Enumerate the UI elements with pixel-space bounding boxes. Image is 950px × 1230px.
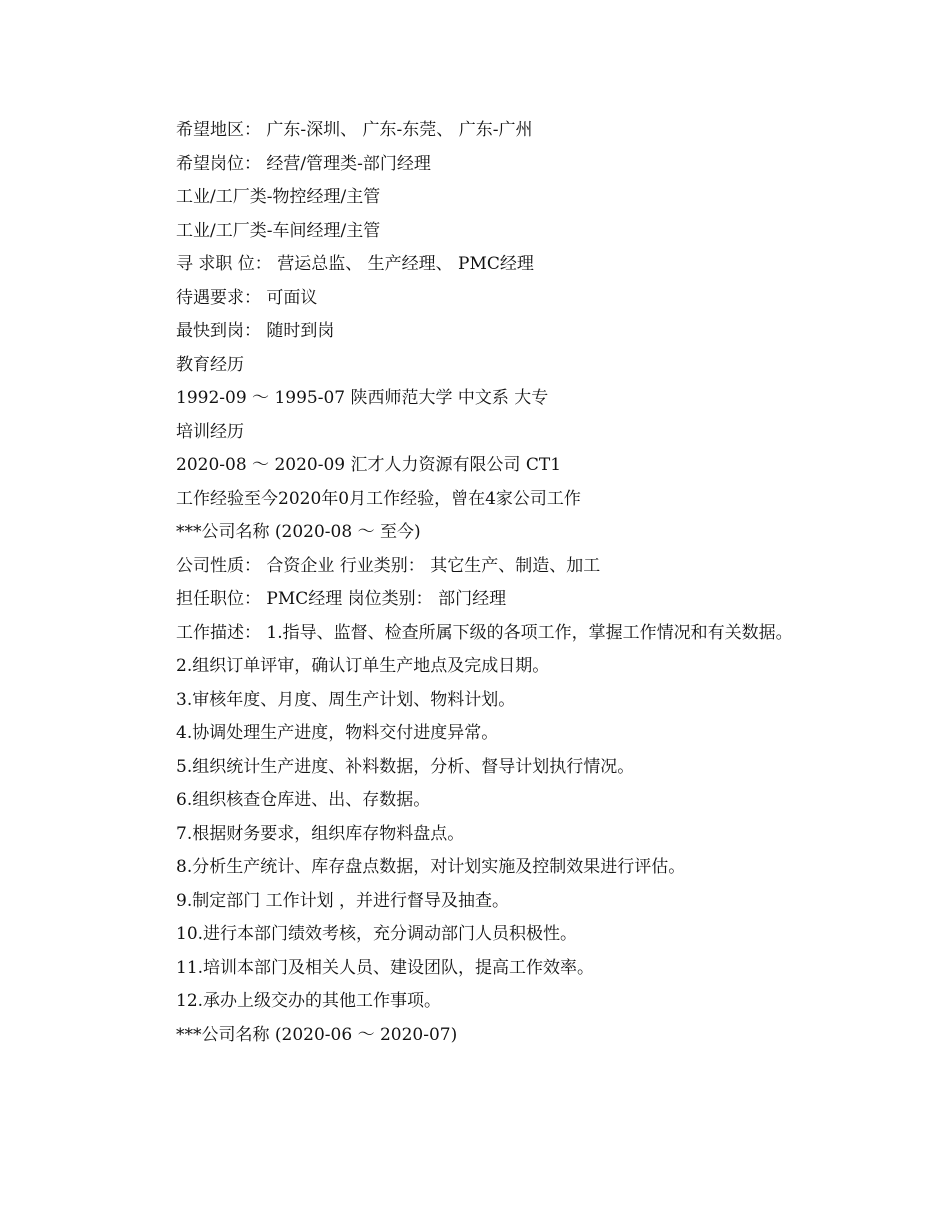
duty-item: 10.进行本部门绩效考核，充分调动部门人员积极性。 bbox=[176, 924, 578, 944]
training-entry: 2020-08 ～ 2020-09 汇才人力资源有限公司 CT1 bbox=[176, 455, 562, 475]
company-1-title: ***公司名称 (2020-08 ～ 至今) bbox=[176, 522, 421, 542]
sought-positions: 寻 求职 位： 营运总监、 生产经理、 PMC经理 bbox=[176, 254, 534, 274]
desired-position-3: 工业/工厂类-车间经理/主管 bbox=[176, 220, 381, 241]
duty-item: 3.审核年度、月度、周生产计划、物料计划。 bbox=[176, 689, 516, 710]
earliest-start: 最快到岗： 随时到岗 bbox=[176, 321, 335, 341]
duty-item: 11.培训本部门及相关人员、建设团队，提高工作效率。 bbox=[176, 957, 595, 978]
duty-item: 12.承办上级交办的其他工作事项。 bbox=[176, 991, 442, 1011]
company-2-title: ***公司名称 (2020-06 ～ 2020-07) bbox=[176, 1024, 458, 1045]
company-1-nature: 公司性质： 合资企业 行业类别： 其它生产、制造、加工 bbox=[176, 555, 601, 576]
training-heading: 培训经历 bbox=[176, 421, 244, 442]
desired-position: 希望岗位： 经营/管理类-部门经理 bbox=[176, 153, 431, 174]
resume-content bbox=[139, 114, 839, 1052]
company-1-role: 担任职位： PMC经理 岗位类别： 部门经理 bbox=[176, 589, 507, 609]
salary-requirement: 待遇要求： 可面议 bbox=[176, 287, 318, 308]
duty-item: 5.组织统计生产进度、补料数据，分析、督导计划执行情况。 bbox=[176, 756, 635, 777]
desired-region: 希望地区： 广东-深圳、 广东-东莞、 广东-广州 bbox=[176, 120, 533, 140]
education-heading: 教育经历 bbox=[176, 354, 244, 375]
duty-item: 4.协调处理生产进度，物料交付进度异常。 bbox=[176, 723, 499, 743]
duty-item: 8.分析生产统计、库存盘点数据，对计划实施及控制效果进行评估。 bbox=[176, 857, 686, 877]
duty-item: 2.组织订单评审，确认订单生产地点及完成日期。 bbox=[176, 656, 550, 676]
duty-item: 9.制定部门 工作计划 ，并进行督导及抽查。 bbox=[176, 890, 510, 911]
duty-item: 6.组织核查仓库进、出、存数据。 bbox=[176, 790, 431, 810]
duty-item: 7.根据财务要求，组织库存物料盘点。 bbox=[176, 823, 465, 844]
education-entry: 1992-09 ～ 1995-07 陕西师范大学 中文系 大专 bbox=[176, 388, 549, 408]
work-experience-summary: 工作经验至今2020年0月工作经验，曾在4家公司工作 bbox=[176, 488, 581, 509]
work-description: 工作描述： 1.指导、监督、检查所属下级的各项工作，掌握工作情况和有关数据。 bbox=[176, 622, 793, 643]
desired-position-2: 工业/工厂类-物控经理/主管 bbox=[176, 187, 381, 207]
